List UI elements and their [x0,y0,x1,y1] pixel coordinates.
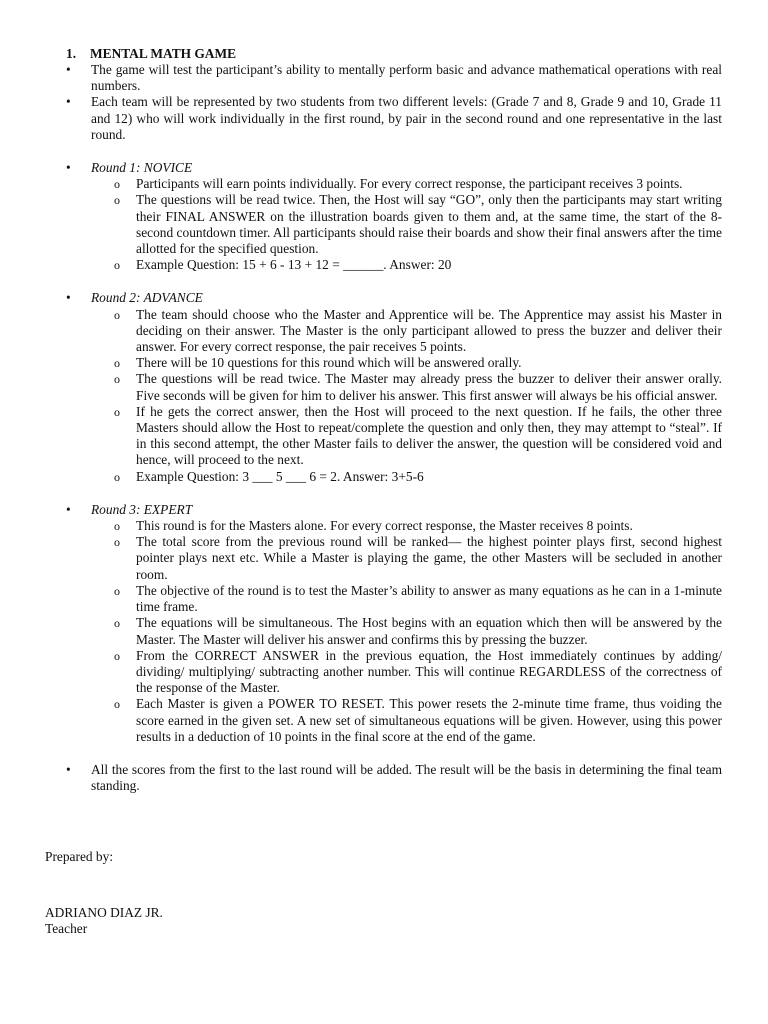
bullet-icon: • [66,160,71,176]
preparer-name: ADRIANO DIAZ JR. [45,905,163,920]
rule-text: Example Question: 3 ___ 5 ___ 6 = 2. Answer: 3+5-6 [136,468,424,484]
rule-item [91,176,722,192]
rule-item [91,615,722,647]
spacer [0,485,768,502]
rule-text: The total score from the previous round will be ranked— the highest pointer plays first, second highest pointer plays next etc. While a Master is playing the game, the other Masters will be secluded in another room. [136,534,722,582]
rule-text: Example Question: 15 + 6 - 13 + 12 = ______. Answer: 20 [136,257,452,273]
rules-list [0,62,768,794]
intro-item [0,94,768,143]
rule-text: From the CORRECT ANSWER in the previous equation, the Host immediately continues by adding/ dividing/ multiplying/ subtracting another number. This will continue REGARDLESS of the correctness of the response of the Master. [136,647,722,696]
round-rules [91,518,722,745]
circle-bullet-icon: o [114,372,120,387]
intro-text: The game will test the participant’s ability to mentally perform basic and advance mathematical operations with real numbers. [91,62,722,94]
round-title: Round 3: EXPERT [91,501,193,517]
round-title: Round 1: NOVICE [91,160,193,176]
intro-text: Each team will be represented by two students from two different levels: (Grade 7 and 8, Grade 9 and 10, Grade 11 and 12) who will work individually in the first round, by pair in the second round and one representative in the last round. [91,94,722,142]
closing-item [0,762,768,794]
rule-item [91,192,722,257]
circle-bullet-icon: o [114,258,120,273]
bullet-icon: • [66,761,71,777]
spacer [0,143,768,160]
rule-text: The equations will be simultaneous. The Host begins with an equation which then will be answered by the Master. The Master will deliver his answer and confirms this by pressing the buzzer. [136,615,722,647]
rule-item [91,371,722,403]
circle-bullet-icon: o [114,193,120,208]
round-rules [91,176,722,273]
spacer [0,745,768,762]
rule-item [91,518,722,534]
round-rules [91,307,722,485]
circle-bullet-icon: o [114,583,120,598]
rule-item [91,469,722,485]
rule-item [91,257,722,273]
round-section [0,160,768,273]
rule-text: If he gets the correct answer, then the Host will proceed to the next question. If he fails, the other three Masters should allow the Host to repeat/complete the question and only then, they may attempt to “steal”. If in this second attempt, the other Master fails to deliver the answer, the question will be considered void and hence, will proceed to the next. [136,403,722,468]
circle-bullet-icon: o [114,648,120,663]
closing-text: All the scores from the first to the last round will be added. The result will be the basis in determining the final team standing. [91,761,722,794]
rule-text: Participants will earn points individually. For every correct response, the participant receives 3 points. [136,176,683,192]
round-section [0,290,768,484]
spacer [0,273,768,290]
section-number: 1. [66,46,77,61]
circle-bullet-icon: o [114,519,120,534]
bullet-icon: • [66,94,71,110]
rule-text: The team should choose who the Master and Apprentice will be. The Apprentice may assist his Master in deciding on their answer. The Master is the only participant allowed to press the buzzer and deliver their answer. For every correct response, the pair receives 5 points. [136,306,722,355]
rule-item [91,648,722,697]
rule-text: This round is for the Masters alone. For every correct response, the Master receives 8 points. [136,518,633,534]
circle-bullet-icon: o [114,356,120,371]
rule-text: Each Master is given a POWER TO RESET. This power resets the 2-minute time frame, thus voiding the score earned in the given set. A new set of simultaneous equations will be given. However, using this power results in a deduction of 10 points in the final score at the end of the game. [136,696,722,744]
rule-text: The questions will be read twice. The Master may already press the buzzer to deliver their answer orally. Five seconds will be given for him to deliver his answer. This first answer will always be his official answer. [136,371,722,403]
rule-item [91,583,722,615]
intro-item [0,62,768,94]
bullet-icon: • [66,290,71,306]
circle-bullet-icon: o [114,307,120,322]
circle-bullet-icon: o [114,697,120,712]
section-title: MENTAL MATH GAME [90,46,237,61]
rule-text: The objective of the round is to test the Master’s ability to answer as many equations as he can in a 1-minute time frame. [136,582,722,615]
circle-bullet-icon: o [114,616,120,631]
prepared-by-label: Prepared by: [45,849,114,864]
bullet-icon: • [66,501,71,517]
preparer-role: Teacher [45,921,88,936]
rule-item [91,696,722,745]
circle-bullet-icon: o [114,177,120,192]
circle-bullet-icon: o [114,469,120,484]
rule-item [91,307,722,356]
rule-item [91,404,722,469]
round-section [0,502,768,745]
rule-text: The questions will be read twice. Then, the Host will say “GO”, only then the participants may start writing their FINAL ANSWER on the illustration boards given to them and, at the same time, the start of the 8-second countdown timer. All participants should raise their boards and show their final answers after the time allotted for the specified question. [136,192,722,257]
rule-item [91,534,722,583]
section-heading [66,46,236,62]
rule-text: There will be 10 questions for this round which will be answered orally. [136,355,522,371]
round-title: Round 2: ADVANCE [91,290,203,306]
bullet-icon: • [66,62,71,77]
circle-bullet-icon: o [114,535,120,550]
circle-bullet-icon: o [114,404,120,419]
rule-item [91,355,722,371]
